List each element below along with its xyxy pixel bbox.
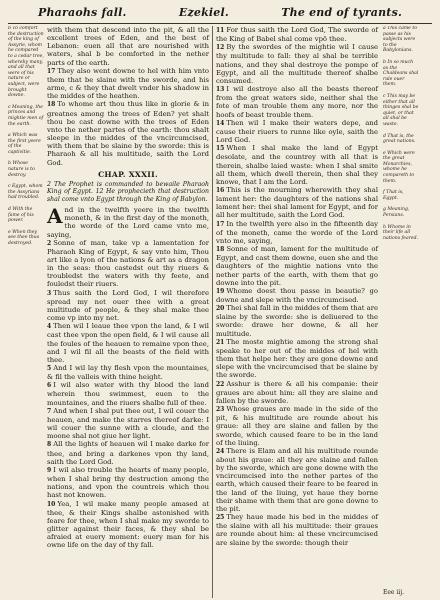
verse-text: There is Elam and all his multitude rounde about his graue: all they are slaine and fallen by the sworde, which are gone downe with the vncircumcised into the nether partes of the earth, which caused their feare to be feared in the land of the liuing, yet haue they borne their shame with them that are gone downe to the pit. bbox=[216, 446, 378, 513]
verse bbox=[216, 338, 378, 380]
verse bbox=[47, 381, 209, 406]
verse bbox=[47, 206, 209, 239]
verse-text: Sonne of man, take vp a lamentation for Pharaoh King of Egypt, & say vnto him, Thou art like a lyon of the nations & art as a dragon in the seas: thou castedst out thy riuers & troubledst the waters with thy feete, and fouledst their riuers. bbox=[47, 238, 209, 289]
margin-note: c Egypt, whom the Assyrians had troubled. bbox=[8, 184, 43, 201]
verse bbox=[216, 85, 378, 119]
verse bbox=[47, 440, 209, 465]
verse-number: 10 bbox=[47, 500, 56, 508]
verse bbox=[216, 220, 378, 245]
left-column bbox=[44, 26, 213, 598]
verse bbox=[47, 466, 209, 500]
verse-text: By the swordes of the mightie wil I cause thy multitude to fall: they al shal be terrible nations, and they shal destroye the pompe of Egypt, and all the multitude thereof shalbe consumed. bbox=[216, 43, 378, 85]
verse-text: This is the mourning wherewith they shal lament her: the daughters of the nations shal lament her: thei shal lament for Egypt, and for all her multitude, saith the Lord God. bbox=[216, 185, 378, 220]
verse bbox=[216, 144, 378, 186]
verse bbox=[47, 67, 209, 101]
verse-number: 15 bbox=[216, 145, 225, 153]
margin-note: a This came to passe as his subjects were to the Babylonians. bbox=[383, 26, 417, 54]
verse-number: 17 bbox=[216, 220, 225, 228]
verse-text: Whose graues are made in the side of the pit, & his multitude are rounde about his graue: all they are slaine and fallen by the sworde, which caused feare to be in the land of the liuing. bbox=[216, 405, 378, 447]
verse-text: I wil also trouble the hearts of many people, when I shal bring thy destruction among the nations, and vpon the countreis which thou hast not knowen. bbox=[47, 465, 209, 500]
verse-text: Then wil I make their waters depe, and cause their riuers to runne like oyle, saith the Lord God. bbox=[216, 118, 378, 145]
verse-number: 3 bbox=[47, 289, 52, 297]
verse bbox=[216, 119, 378, 144]
verse-number: 25 bbox=[216, 514, 225, 522]
verse-number: 5 bbox=[47, 365, 52, 372]
running-header bbox=[8, 6, 432, 24]
verse bbox=[47, 239, 209, 289]
verse-text: I wil destroye also all the beasts thereof from the great waters side, neither shal the fote of man trouble them any more, nor the hoofs of beast trouble them. bbox=[216, 85, 378, 119]
header-right: The end of tyrants. bbox=[281, 6, 402, 19]
verse-number: 19 bbox=[216, 287, 225, 295]
drop-cap: A bbox=[47, 204, 63, 229]
verse-number: 17 bbox=[47, 67, 56, 75]
verse-number: 7 bbox=[47, 407, 52, 415]
verse-text: Thei shal fall in the middes of them that are slaine by the sworde: she is deliuered to the sworde: drawe her downe, & all her multitude. bbox=[216, 304, 378, 338]
margin-note: c Meaning, the princes and mightie men of the earth. bbox=[8, 104, 44, 127]
verse-number: 11 bbox=[216, 27, 225, 34]
verse bbox=[216, 186, 378, 220]
verse-number: 4 bbox=[47, 323, 52, 331]
chapter-argument: 2 The Prophet is commanded to bewaile Pharaoh King of Egypt. 12 He prophecieth that destruction shal come vnto Egypt through the King of Babylon. bbox=[47, 180, 209, 203]
verse-text: The moste mightie among the strong shal speake to her out of the middes of hel with them that helpe her: they are gone downe and slepe with the vncircumcised that be slaine by the sworde. bbox=[216, 337, 378, 380]
verse-text: All the lights of heauen wil I make darke for thee, and bring a darkenes vpon thy land, saith the Lord God. bbox=[47, 440, 209, 466]
page-body bbox=[8, 26, 432, 598]
verse bbox=[216, 287, 378, 304]
verse-text: nd in the twelfth yeere in the twelfth moneth, & in the first day of the moneth, the worde of the Lord came vnto me, saying, bbox=[47, 206, 209, 239]
verse bbox=[47, 100, 209, 166]
verse-number: 24 bbox=[216, 447, 225, 455]
verse bbox=[216, 43, 378, 85]
verse-number: 6 bbox=[47, 382, 52, 390]
verse bbox=[47, 322, 209, 364]
margin-note: f That is, Egypt. bbox=[383, 190, 404, 201]
verse-number: 9 bbox=[47, 466, 52, 474]
verse-text: In the twelfth yere also in the fifteenth day of the moneth, came the worde of the Lord vnto me, saying, bbox=[216, 219, 378, 245]
header-center: Ezekiel. bbox=[178, 6, 229, 19]
verse-text: And I wil lay thy flesh vpon the mountaines, & fil the valleis with thine height. bbox=[47, 364, 209, 382]
header-left: Pharaohs fall. bbox=[38, 6, 127, 19]
verse bbox=[216, 26, 378, 43]
margin-note: a Which was the first yeere of the captivitie. bbox=[8, 133, 41, 155]
verse bbox=[47, 26, 209, 67]
verse bbox=[216, 304, 378, 338]
verse bbox=[47, 407, 209, 441]
margin-note: e Which were the great Monarchies, whome he compareth to them. bbox=[383, 150, 415, 184]
verse bbox=[216, 513, 378, 547]
verse-text: To whome art thou thus like in glorie & in greatnes among the trees of Eden? yet shalt thou be cast downe with the trees of Eden vnto the nether partes of the earth: thou shalt sleepe in the middes of the vncircumcised, with them that be slaine by the sworde: this is Pharaoh & all his multitude, saith the Lord God. bbox=[47, 100, 209, 167]
verse-number: 22 bbox=[216, 380, 225, 388]
verse-text: They also went downe to hel with him vnto them that be slaine with the sworde, and his arme, c & they that dwelt vnder his shadow in the middes of the heathen. bbox=[47, 66, 209, 101]
verse bbox=[47, 500, 209, 550]
margin-note: e When they see thee thus destroyed. bbox=[8, 229, 40, 246]
verse-number: 23 bbox=[216, 406, 225, 414]
margin-note: h Whome in their life all nations feared. bbox=[383, 224, 419, 241]
margin-note: b To comfort the destruction of the king of Assyrie, whom he compared to a cedar tree, whereby many, and all that were of his nature or subject, were brought downe. bbox=[8, 26, 44, 99]
verse-text: And when I shal put thee out, I wil couer the heauen, and make the starres thereof darke: I wil couer the sunne with a cloude, and the moone shal not giue her light. bbox=[47, 406, 209, 441]
right-margin-notes bbox=[381, 26, 419, 598]
verse bbox=[216, 380, 378, 405]
chapter-heading: CHAP. XXXII. bbox=[98, 169, 158, 179]
verse-number: 8 bbox=[47, 441, 52, 449]
verse-number: 14 bbox=[216, 119, 225, 127]
verse bbox=[216, 447, 378, 513]
verse-number: 21 bbox=[216, 338, 225, 346]
verse bbox=[47, 364, 209, 381]
verse-text: with them that descend into the pit, & all the excellent trees of Eden, and the best of Lebanon: euen all that are nourished with waters, shal b be comforted in the nether parts of the earth. bbox=[47, 26, 209, 67]
verse-number: 18 bbox=[216, 246, 225, 254]
verse-text: They haue made his bed in the middes of the slaine with all his multitude: their graues are rounde about him: al these vncircumcised are slaine by the sworde: though their bbox=[216, 513, 378, 547]
left-margin-notes bbox=[8, 26, 44, 598]
margin-note: b Whose nature is to destroy. bbox=[8, 161, 35, 178]
chapter-verses bbox=[47, 206, 209, 549]
verse-text: Thus saith the Lord God, I wil therefore spread my net ouer thee with a great multitude of people, & they shal make thee come vp into my net. bbox=[47, 288, 209, 323]
verse-number: 16 bbox=[216, 186, 225, 194]
verse-number: 20 bbox=[216, 305, 225, 313]
verse bbox=[216, 405, 378, 447]
verse-number: 13 bbox=[216, 86, 225, 94]
verse bbox=[47, 289, 209, 323]
verse-text: Sonne of man, lament for the multitude of Egypt, and cast them downe, euen she and the daughters of the mightie nations vnto the nether parts of the earth, with them that go downe into the pit. bbox=[216, 245, 378, 287]
margin-note: b In so much as the Chaldeans shal rule ouer them. bbox=[383, 59, 419, 88]
verse bbox=[216, 245, 378, 287]
margin-note: c This may be either that all thinges shal be quiet, or that all shal be waste. bbox=[383, 93, 419, 127]
margin-note: g Meaning, Persians. bbox=[383, 207, 410, 219]
verse-text: I wil also water with thy blood the land wherein thou swimmest, euen to the mountaines, and the riuers shalbe full of thee. bbox=[47, 381, 209, 407]
verse-text: Then wil I leaue thee vpon the land, & I wil cast thee vpon the open field, & I wil cause all the foules of the heauen to remaine vpon thee, and I wil fil all the beasts of the field with thee. bbox=[47, 322, 209, 364]
signature-mark: Eee iij. bbox=[383, 589, 404, 596]
verse-text: Yea, I wil make many people amased at thee, & their Kings shalbe astonished with feare for thee, when I shal make my sworde to glitter against their faces, & they shal be afraied at euery moment: euery man for his owne life on the day of thy fall. bbox=[47, 499, 209, 550]
verse-text: Asshur is there & all his companie: their graues are about him: all they are slaine and fallen by the sworde. bbox=[216, 379, 378, 405]
verse-text: For thus saith the Lord God, The sworde of the King of Babel shal come vpō thee. bbox=[216, 26, 378, 44]
verse-text: When I shal make the land of Egypt desolate, and the countrey with all that is therein, shalbe laied waste: when I shal smite all them, which dwell therein, then shal they knowe, that I am the Lord. bbox=[216, 144, 378, 186]
verse-number: 12 bbox=[216, 44, 225, 52]
right-column bbox=[213, 26, 381, 598]
margin-note: d That is, the great nations. bbox=[383, 133, 416, 145]
verse-number: 18 bbox=[47, 101, 56, 109]
margin-note: d With the fame of his power. bbox=[8, 207, 34, 224]
verse-text: Whome doest thou passe in beautie? go downe and slepe with the vncircumcised. bbox=[216, 286, 378, 304]
verse-number: 2 bbox=[47, 239, 52, 247]
left-column-verses bbox=[47, 26, 209, 167]
